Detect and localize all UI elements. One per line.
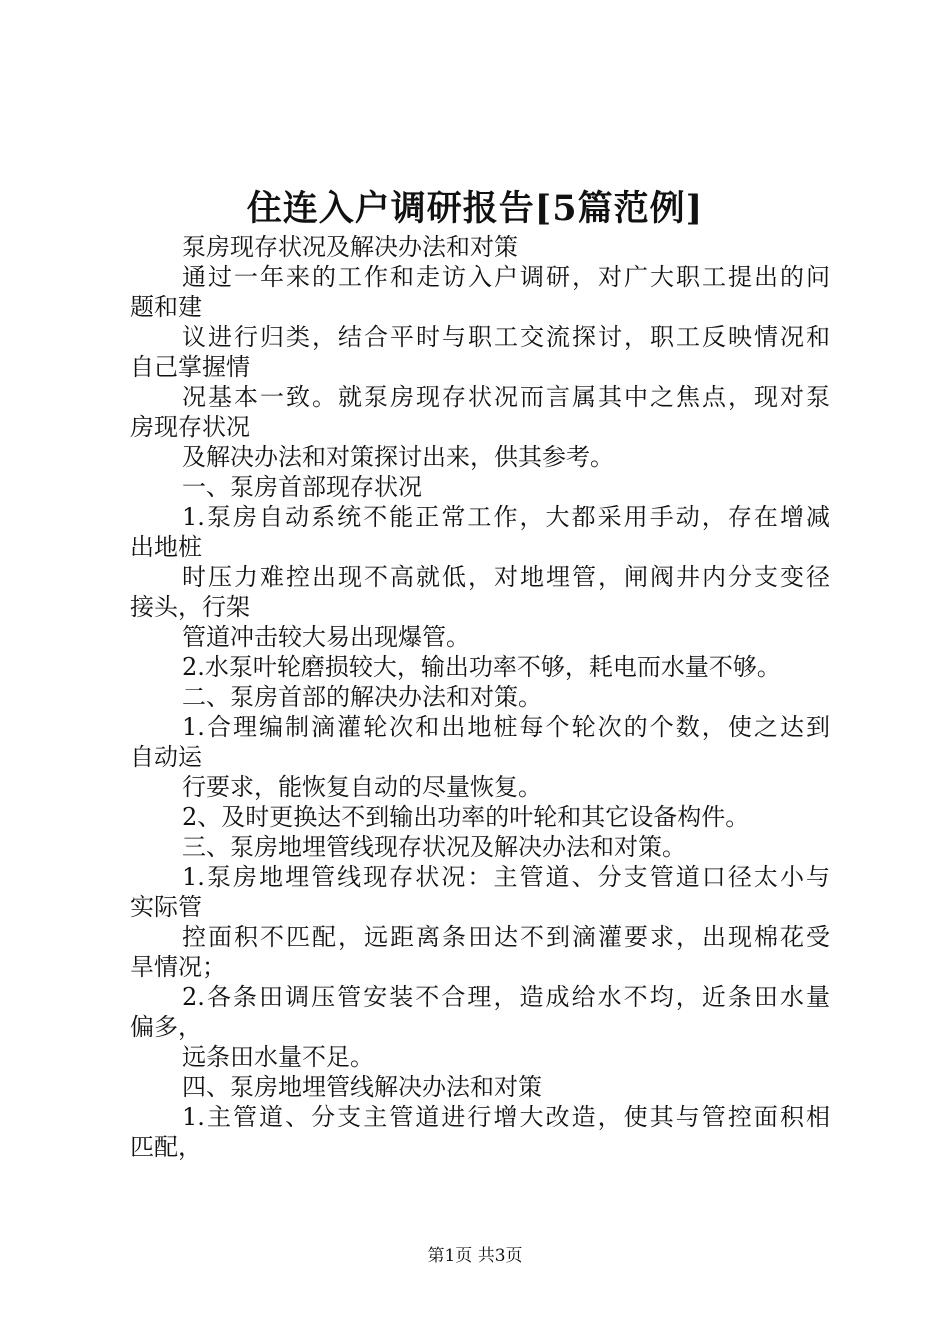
list-item-line: 偏多， bbox=[130, 1013, 202, 1041]
list-item-line: 1.合理编制滴灌轮次和出地桩每个轮次的个数，使之达到 bbox=[182, 713, 830, 741]
list-item-line: 1.泵房地埋管线现存状况：主管道、分支管道口径太小与 bbox=[182, 863, 830, 891]
list-item-line: 时压力难控出现不高就低，对地埋管，闸阀井内分支变径 bbox=[182, 563, 830, 591]
list-item-line: 控面积不匹配，远距离条田达不到滴灌要求，出现棉花受 bbox=[182, 923, 830, 951]
paragraph-line: 自己掌握情 bbox=[130, 353, 250, 381]
list-item-line: 自动运 bbox=[130, 743, 202, 771]
list-item-line: 1.主管道、分支主管道进行增大改造，使其与管控面积相 bbox=[182, 1103, 830, 1131]
paragraph-line: 题和建 bbox=[130, 293, 202, 321]
paragraph-line: 议进行归类，结合平时与职工交流探讨，职工反映情况和 bbox=[182, 323, 830, 351]
section-heading: 二、泵房首部的解决办法和对策。 bbox=[182, 683, 542, 711]
page-number-footer: 第1页 共3页 bbox=[427, 1246, 523, 1266]
list-item-line: 远条田水量不足。 bbox=[182, 1043, 374, 1071]
section-heading: 三、泵房地埋管线现存状况及解决办法和对策。 bbox=[182, 833, 686, 861]
paragraph-line: 及解决办法和对策探讨出来，供其参考。 bbox=[182, 443, 614, 471]
list-item-line: 行要求，能恢复自动的尽量恢复。 bbox=[182, 773, 542, 801]
list-item-line: 2.各条田调压管安装不合理，造成给水不均，近条田水量 bbox=[182, 983, 830, 1011]
paragraph-line: 房现存状况 bbox=[130, 413, 250, 441]
list-item-line: 实际管 bbox=[130, 893, 202, 921]
document-title: 住连入户调研报告[5篇范例] bbox=[246, 188, 704, 229]
paragraph-line: 况基本一致。就泵房现存状况而言属其中之焦点，现对泵 bbox=[182, 383, 830, 411]
list-item-line: 匹配， bbox=[130, 1133, 202, 1161]
document-body bbox=[130, 232, 830, 1162]
list-item-line: 接头，行架 bbox=[130, 593, 250, 621]
list-item-line: 2、及时更换达不到输出功率的叶轮和其它设备构件。 bbox=[182, 803, 750, 831]
list-item-line: 1.泵房自动系统不能正常工作，大都采用手动，存在增减 bbox=[182, 503, 830, 531]
list-item-line: 管道冲击较大易出现爆管。 bbox=[182, 623, 470, 651]
paragraph-line: 通过一年来的工作和走访入户调研，对广大职工提出的问 bbox=[182, 263, 830, 291]
section-heading: 一、泵房首部现存状况 bbox=[182, 473, 422, 501]
section-heading: 四、泵房地埋管线解决办法和对策 bbox=[182, 1073, 542, 1101]
list-item-line: 出地桩 bbox=[130, 533, 202, 561]
list-item-line: 2.水泵叶轮磨损较大，输出功率不够，耗电而水量不够。 bbox=[182, 653, 781, 681]
heading-line: 泵房现存状况及解决办法和对策 bbox=[182, 233, 518, 261]
list-item-line: 旱情况； bbox=[130, 953, 226, 981]
